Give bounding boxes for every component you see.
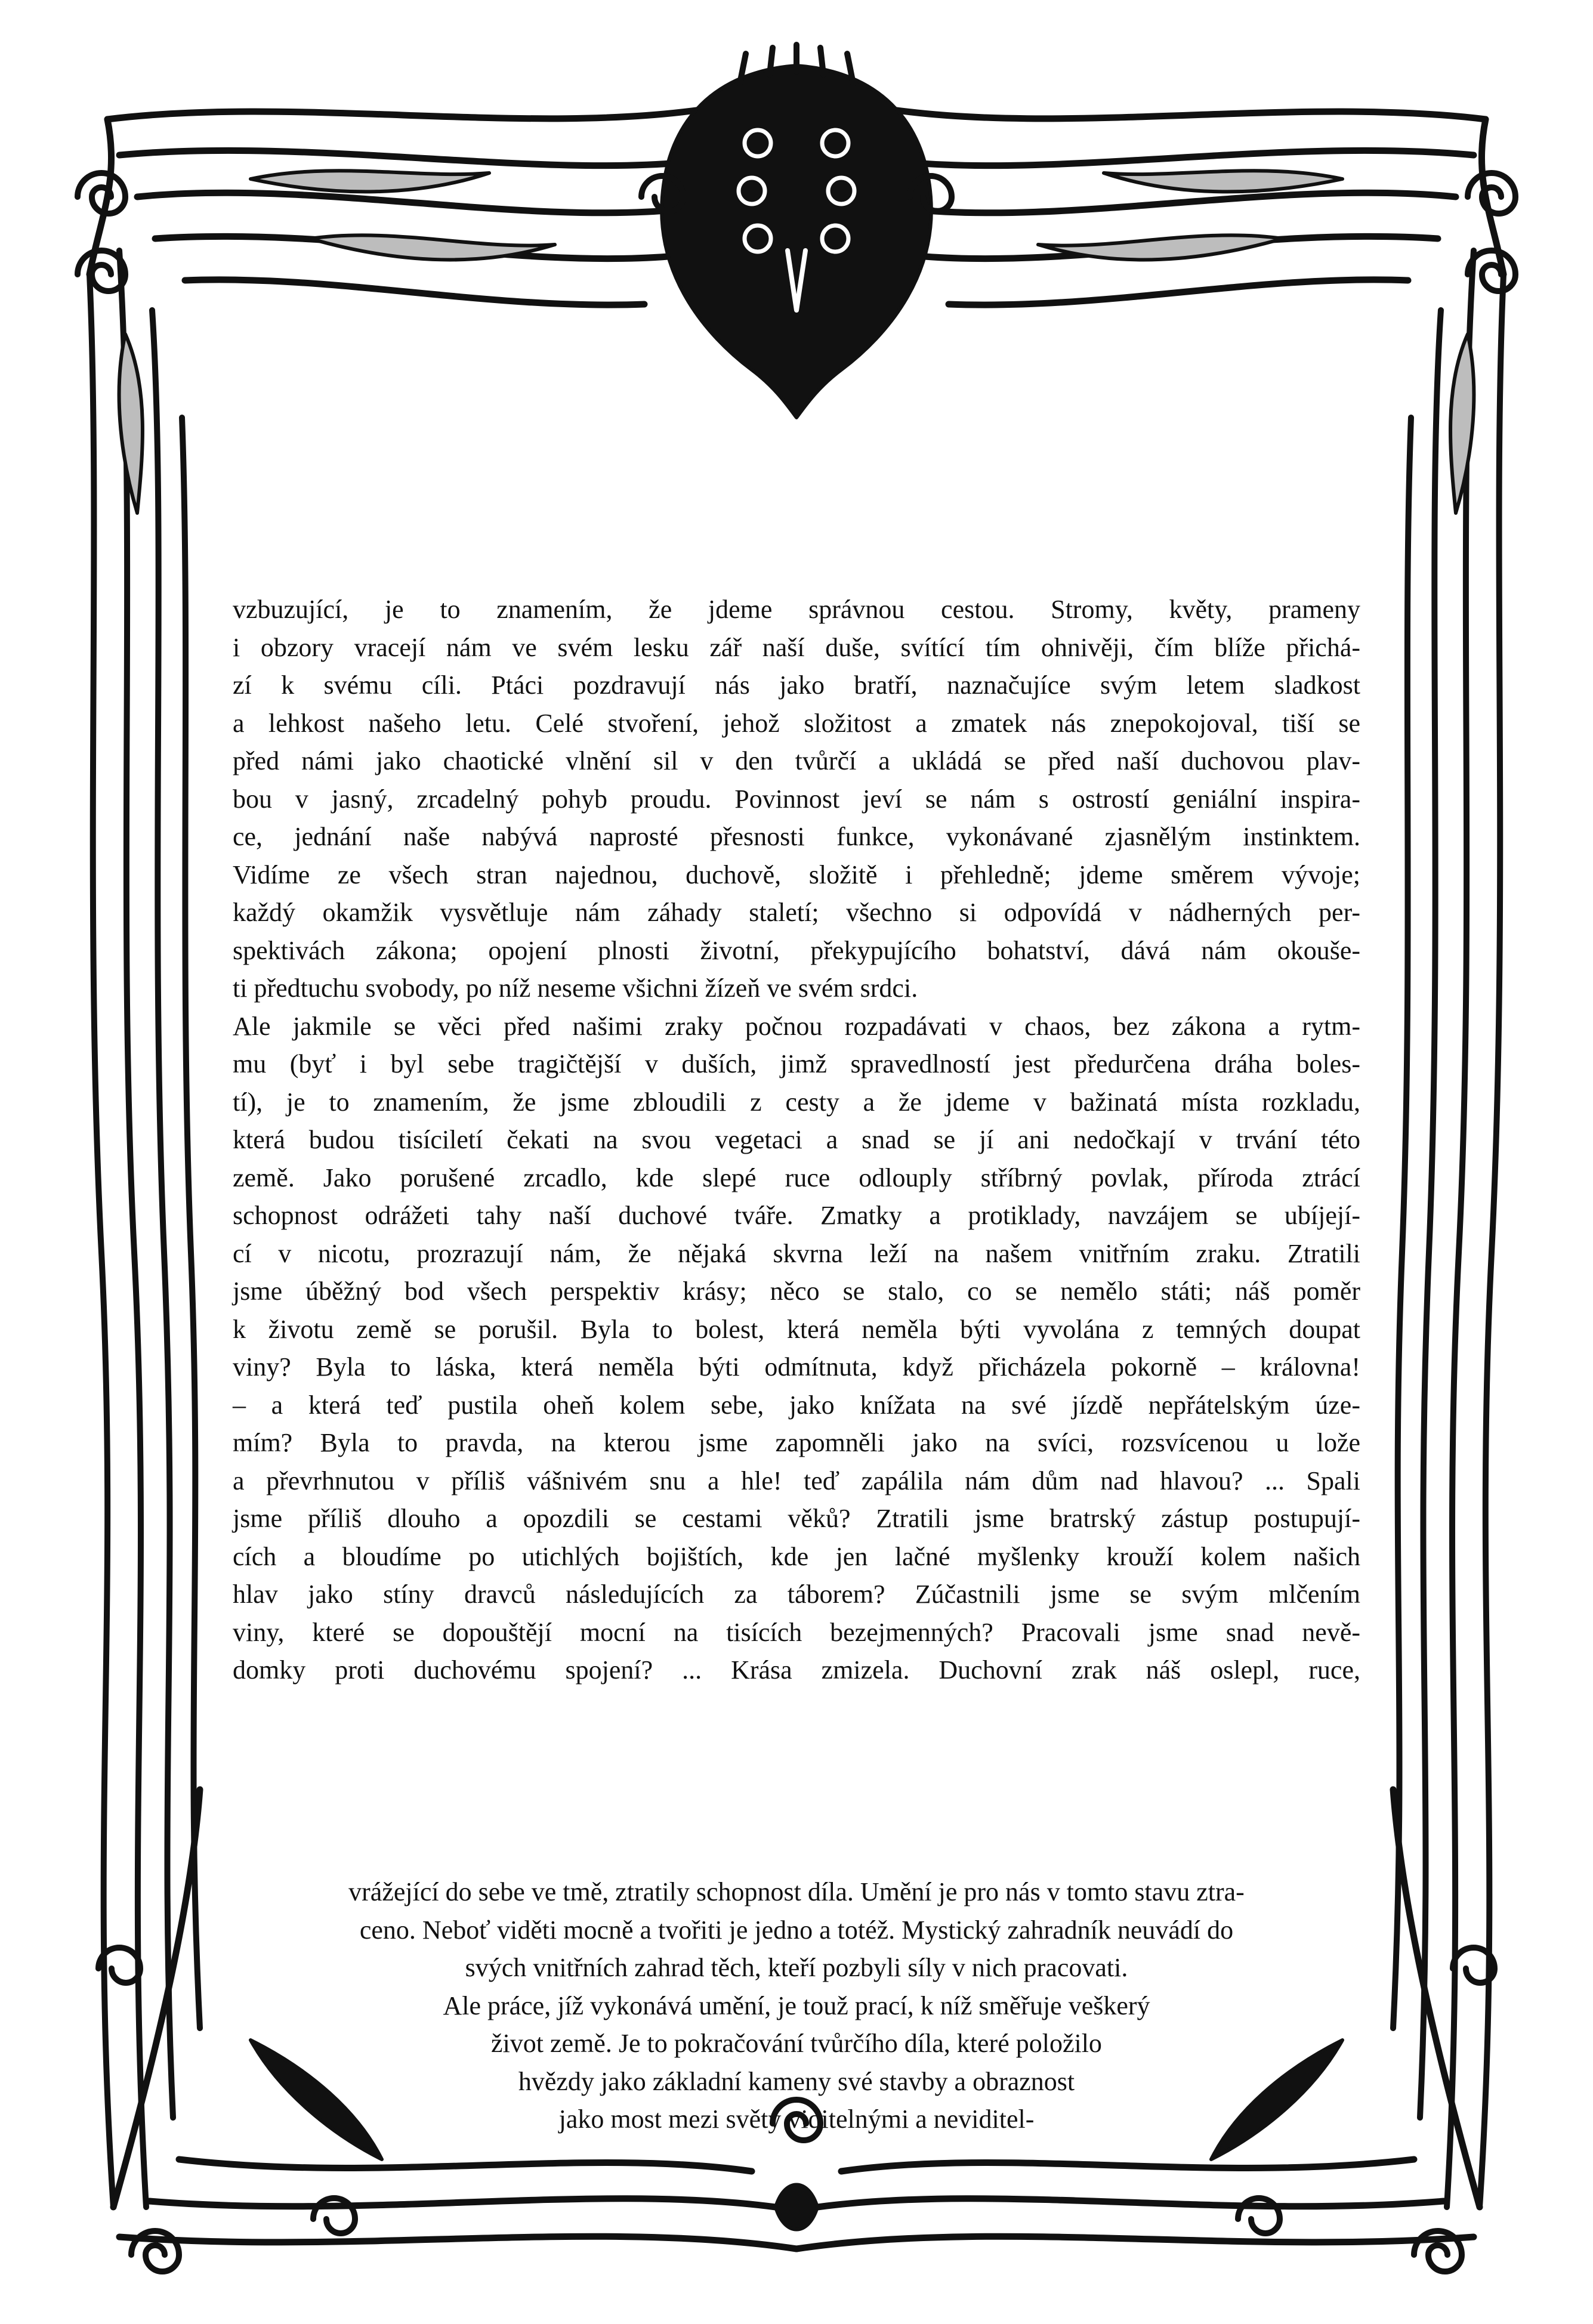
body-text-tail — [233, 1873, 1360, 2138]
text-line: ti předtuchu svobody, po níž neseme všichni žízeň ve svém srdci. — [233, 974, 918, 1003]
text-line: spektivách zákona; opojení plnosti životní, překypujícího bohatství, dává nám okouše- — [233, 935, 1360, 965]
text-line: vzbuzující, je to znamením, že jdeme správnou cestou. Stromy, květy, prameny — [233, 595, 1360, 624]
text-line: Vidíme ze všech stran najednou, duchově, složitě i přehledně; jdeme směrem vývoje; — [233, 860, 1360, 889]
text-line: jsme příliš dlouho a opozdili se cestami věků? Ztratili jsme bratrský zástup postupují- — [233, 1504, 1360, 1533]
text-line: a převrhnutou v příliš vášnivém snu a hle! teď zapálila nám dům nad hlavou? ... Spali — [233, 1466, 1360, 1495]
text-line: jsme úběžný bod všech perspektiv krásy; něco se stalo, co se nemělo státi; náš poměr — [233, 1277, 1360, 1306]
text-line: život země. Je to pokračování tvůrčího díla, které položilo — [491, 2029, 1102, 2058]
text-line: mím? Byla to pravda, na kterou jsme zapomněli jako na svíci, rozsvícenou u lože — [233, 1428, 1360, 1457]
text-line: bou v jasný, zrcadelný pohyb proudu. Povinnost jeví se nám s ostrostí geniální inspira- — [233, 784, 1360, 814]
text-line: před námi jako chaotické vlnění sil v den tvůrčí a ukládá se před naší duchovou plav- — [233, 746, 1360, 775]
text-line: Ale jakmile se věci před našimi zraky počnou rozpadávati v chaos, bez zákona a rytm- — [233, 1011, 1360, 1041]
text-line: viny, které se dopouštějí mocní na tisících bezejmenných? Pracovali jsme snad nevě- — [233, 1617, 1360, 1647]
text-line: ce, jednání naše nabývá naprosté přesnosti funkce, vykonávané zjasnělým instinktem. — [233, 822, 1360, 851]
body-text — [233, 591, 1360, 1689]
text-line: domky proti duchovému spojení? ... Krása zmizela. Duchovní zrak náš oslepl, ruce, — [233, 1655, 1360, 1685]
text-line: která budou tisíciletí čekati na svou vegetaci a snad se jí ani nedočkají v trvání této — [233, 1125, 1360, 1154]
text-line: svých vnitřních zahrad těch, kteří pozbyli síly v nich pracovati. — [465, 1953, 1128, 1982]
text-line: jako most mezi světy viditelnými a neviditel- — [558, 2104, 1035, 2134]
text-line: vrážející do sebe ve tmě, ztratily schopnost díla. Umění je pro nás v tomto stavu ztra- — [348, 1877, 1245, 1906]
text-line: viny? Byla to láska, která neměla býti odmítnuta, když přicházela pokorně – královna! — [233, 1352, 1360, 1382]
text-line: i obzory vracejí nám ve svém lesku zář naší duše, svítící tím ohnivěji, čím blíže přichá- — [233, 632, 1360, 662]
text-line: k životu země se porušil. Byla to bolest, která neměla býti vyvolána z temných doupat — [233, 1314, 1360, 1344]
text-line: země. Jako porušené zrcadlo, kde slepé ruce odlouply stříbrný povlak, příroda ztrácí — [233, 1163, 1360, 1192]
text-line: schopnost odrážeti tahy naší duchové tváře. Zmatky a protiklady, navzájem se ubíjejí- — [233, 1201, 1360, 1230]
text-line: a lehkost našeho letu. Celé stvoření, jehož složitost a zmatek nás znepokojoval, tiší se — [233, 708, 1360, 738]
text-line: cí v nicotu, prozrazují nám, že nějaká skvrna leží na našem vnitřním zraku. Ztratili — [233, 1238, 1360, 1268]
text-line: mu (byť i byl sebe tragičtější v duších, jimž spravedlností jest předurčena dráha boles- — [233, 1049, 1360, 1078]
text-line: ceno. Neboť viděti mocně a tvořiti je jedno a totéž. Mystický zahradník neuvádí do — [359, 1915, 1234, 1945]
text-line: Ale práce, jíž vykonává umění, je touž prací, k níž směřuje veškerý — [443, 1991, 1150, 2020]
text-line: cích a bloudíme po utichlých bojištích, kde jen lačné myšlenky krouží kolem našich — [233, 1541, 1360, 1571]
text-line: hvězdy jako základní kameny své stavby a obraznost — [518, 2066, 1075, 2096]
top-crest-icon — [662, 45, 931, 418]
text-line: tí), je to znamením, že jsme zbloudili z cesty a že jdeme v bažinatá místa rozkladu, — [233, 1087, 1360, 1117]
text-line: hlav jako stíny dravců následujících za táborem? Zúčastnili jsme se svým mlčením — [233, 1580, 1360, 1609]
text-line: zí k svému cíli. Ptáci pozdravují nás jako bratří, naznačujíce svým letem sladkost — [233, 670, 1360, 700]
text-line: každý okamžik vysvětluje nám záhady staletí; všechno si odpovídá v nádherných per- — [233, 898, 1360, 927]
text-line: – a která teď pustila oheň kolem sebe, jako knížata na své jízdě nepřátelským úze- — [233, 1390, 1360, 1420]
